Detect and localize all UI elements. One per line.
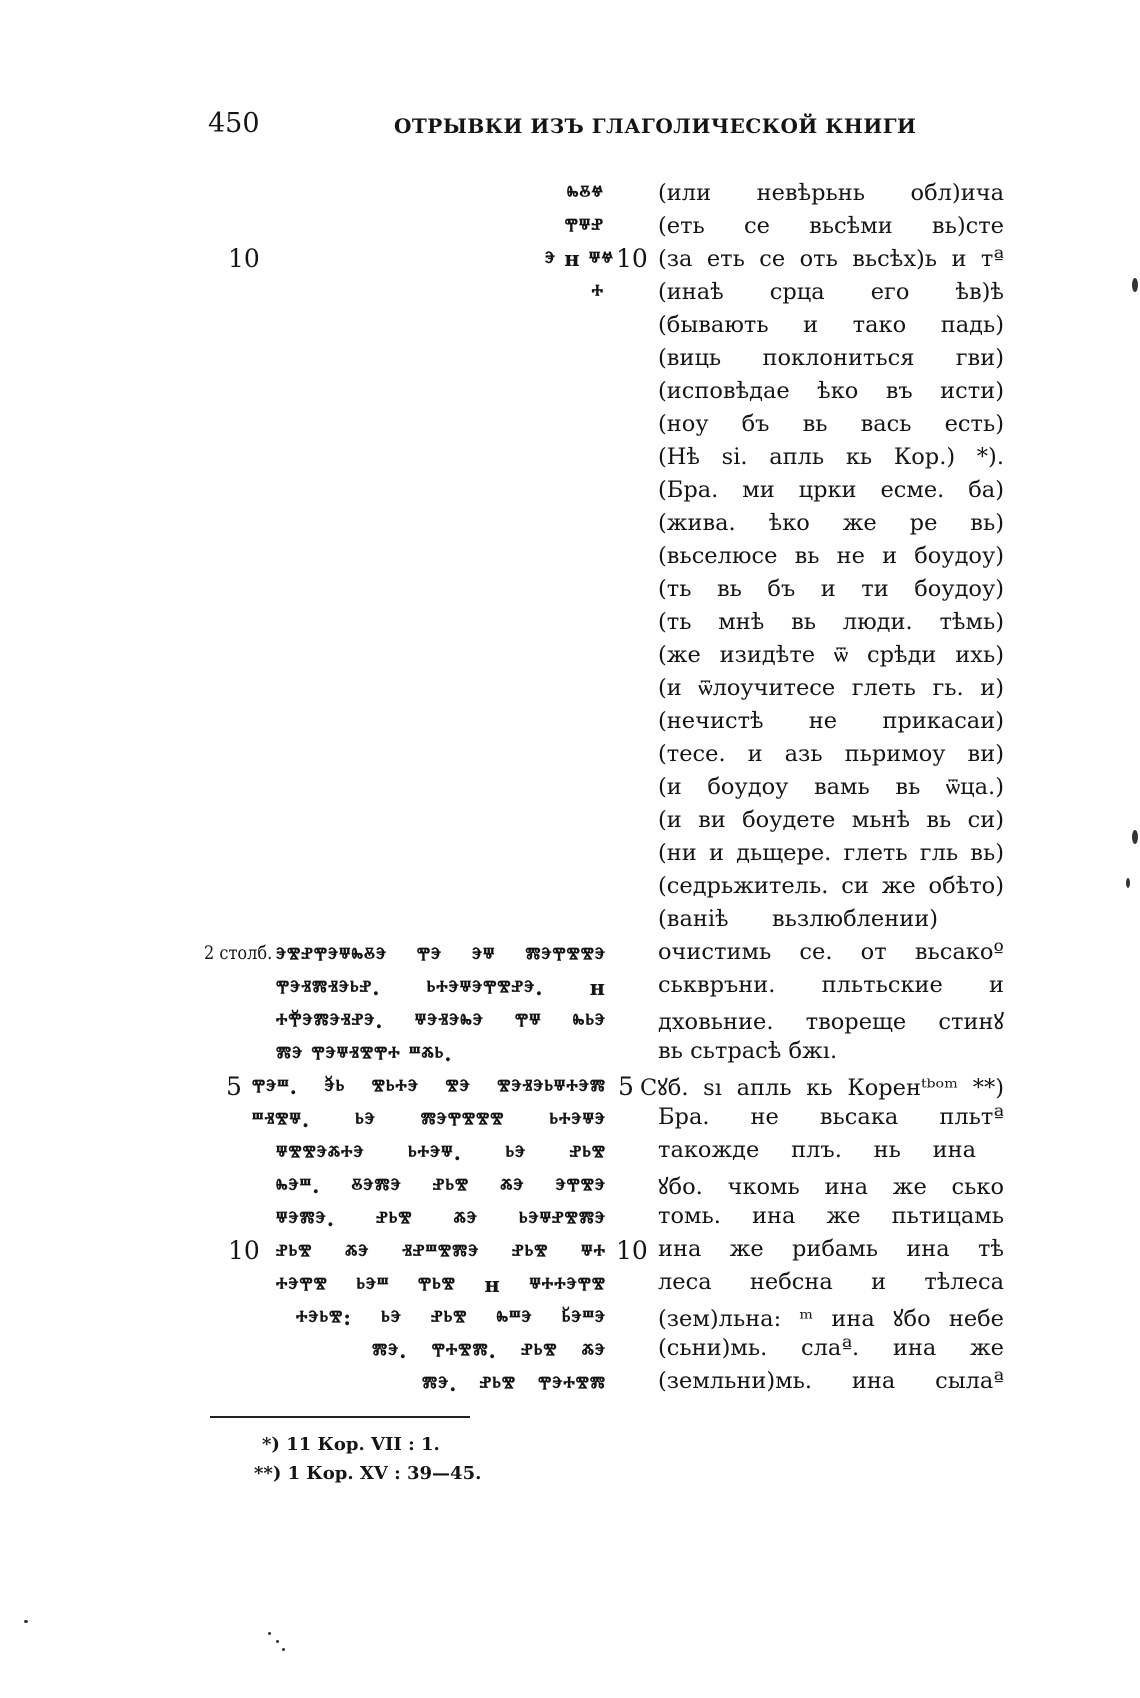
cyrillic-line: (ть мнѣ вь люди. тѣмь) bbox=[658, 609, 1004, 635]
cyrillic-line: (земльни)мь. ина сылаª bbox=[658, 1368, 1004, 1394]
cyrillic-line: Сꙋб. ѕı апль кь Коренᵗᵇᵒᵐ **) bbox=[640, 1075, 1004, 1101]
footnote-divider bbox=[210, 1416, 470, 1418]
cyrillic-line: томь. ина же пьтицамь bbox=[658, 1203, 1004, 1229]
cyrillic-line: (ть вь бъ и ти боудоу) bbox=[658, 576, 1004, 602]
scan-speck bbox=[1132, 830, 1138, 844]
cyrillic-line: (исповѣдае ѣко въ исти) bbox=[658, 378, 1004, 404]
cyrillic-line: (ни и дьщере. глеть гль вь) bbox=[658, 840, 1004, 866]
page-number: 450 bbox=[208, 108, 260, 139]
line-number: 5 bbox=[226, 1072, 242, 1101]
cyrillic-line: очистимь се. от вьсакоº bbox=[658, 939, 1004, 965]
running-head: ОТРЫВКИ ИЗЪ ГЛАГОЛИЧЕСКОЙ КНИГИ bbox=[394, 114, 917, 138]
glagolitic-line: ⰵ н ⱋⱍ bbox=[544, 246, 614, 271]
cyrillic-line: (еть се вьсѣми вь)сте bbox=[658, 213, 1004, 239]
cyrillic-line: (и ви боудете мьнѣ вь си) bbox=[658, 807, 1004, 833]
glagolitic-line: ⰸⰻⱍ bbox=[566, 180, 604, 205]
scan-speck bbox=[276, 1640, 279, 1643]
cyrillic-line: (тесе. и азь пьримоу ви) bbox=[658, 741, 1004, 767]
glagolitic-line: ⰰⰵⱃⰺ: ⱃⰵ ⱀⱃⰺ ⰸⱎⰵ ⱃ̆ⰵⱎⰵ bbox=[296, 1305, 606, 1330]
cyrillic-line: (зем)льна: ᵐ ина ꙋбо небе bbox=[658, 1306, 1004, 1332]
line-number: 5 bbox=[618, 1072, 634, 1101]
cyrillic-line: (же изидѣте ѿ срѣди ихь) bbox=[658, 642, 1004, 668]
scan-speck bbox=[268, 1632, 271, 1635]
glagolitic-line: ⰹⰵⱐⰿⱐⰵⱃⱀ. ⱃⰰⰵⱋⰵⰹⰺⱀⰵ. н bbox=[276, 975, 606, 1000]
glagolitic-line: ⱋⰺⰺⰵⰶⰰⰵ ⱃⰰⰵⱋ. ⱃⰵ ⱀⱃⰺ bbox=[276, 1140, 606, 1165]
glagolitic-line: ⰿⰵ ⰹⰵⱋⱐⰺⰹⰰ ⱎⰶⱃ. bbox=[276, 1041, 453, 1066]
scan-speck bbox=[282, 1648, 285, 1651]
cyrillic-line: дховьние. творещe стинꙋ bbox=[658, 1009, 1004, 1035]
glagolitic-line: ⰸⰵⱎ. ⰻⰵⰿⰵ ⱀⱃⰺ ⰶⰵ ⰵⰹⰺⰵ bbox=[276, 1173, 606, 1198]
glagolitic-line: ⱎⱐⰺⱋ. ⱃⰵ ⰿⰵⰹⰺⰺⰺ ⱃⰰⰵⱋⰵ bbox=[252, 1107, 606, 1132]
cyrillic-line: (жива. ѣко же ре вь) bbox=[658, 510, 1004, 536]
cyrillic-line: (виць поклониться гви) bbox=[658, 345, 1004, 371]
line-number: 10 bbox=[228, 1236, 260, 1265]
cyrillic-line: (или невѣрьнь обл)ича bbox=[658, 180, 1004, 206]
cyrillic-line: ськвръни. пльтьские и bbox=[658, 972, 1004, 998]
column-label: 2 столб. bbox=[204, 942, 273, 964]
cyrillic-line: (седрьжитель. си же обѣто) bbox=[658, 873, 1004, 899]
cyrillic-line: вь сьтрасѣ бжı. bbox=[658, 1038, 838, 1064]
cyrillic-line: (сьни)мь. слаª. ина же bbox=[658, 1335, 1004, 1361]
cyrillic-line: (Нѣ ѕі. апль кь Кор.) *). bbox=[658, 444, 1004, 470]
scan-speck bbox=[1132, 278, 1138, 292]
line-number: 10 bbox=[228, 244, 260, 273]
scan-speck bbox=[24, 1620, 28, 1623]
footnote: *) 11 Кор. VII : 1. bbox=[262, 1434, 440, 1455]
cyrillic-line: (и ѿлоучитесе глеть гь. и) bbox=[658, 675, 1004, 701]
cyrillic-line: Бра. не вьсака пльтª bbox=[658, 1104, 1004, 1130]
line-number: 10 bbox=[616, 1236, 648, 1265]
cyrillic-line: (инаѣ срца его ѣв)ѣ bbox=[658, 279, 1004, 305]
cyrillic-line: такожде плъ. нь ина bbox=[658, 1137, 976, 1163]
cyrillic-line: ина же рибамь ина тѣ bbox=[658, 1236, 1004, 1262]
line-number: 10 bbox=[616, 244, 648, 273]
cyrillic-line: (Бра. ми црки есме. ба) bbox=[658, 477, 1004, 503]
glagolitic-line: ⱀⱃⰺ ⰶⰵ ⱐⱀⱎⰺⰿⰵ ⱀⱃⰺ ⱋⰰ bbox=[276, 1239, 606, 1264]
cyrillic-line: (и боудоу вамь вь ѿца.) bbox=[658, 774, 1004, 800]
glagolitic-line: ⰵⰺⱀⰹⰵⱋⰸⰻⰵ ⰹⰵ ⰵⱋ ⰿⰵⰹⰺⰺⰵ bbox=[276, 942, 606, 967]
glagolitic-line: ⰰⰵⰹⰺ ⱃⰵⱎ ⰹⱃⰺ н ⱋⰰⰰⰵⰹⰺ bbox=[276, 1272, 606, 1297]
scan-speck bbox=[1126, 878, 1130, 888]
cyrillic-line: (вьселюсе вь не и боудоу) bbox=[658, 543, 1004, 569]
footnote: **) 1 Кор. XV : 39—45. bbox=[254, 1463, 482, 1484]
glagolitic-line: ⰹⰵⱎ. ⰵ̆ⱃ ⰺⱃⰰⰵ ⰺⰵ ⰺⰵⱐⰵⱃⱋⰰⰵⰿ bbox=[252, 1074, 606, 1099]
cyrillic-line: (бывають и тако падь) bbox=[658, 312, 1004, 338]
glagolitic-line: ⰰ bbox=[591, 279, 604, 304]
cyrillic-line: леса небсна и тѣлеса bbox=[658, 1269, 1004, 1295]
glagolitic-line: ⱋⰵⰿⰵ. ⱀⱃⰺ ⰶⰵ ⱃⰵⱋⱀⰺⰿⰵ bbox=[276, 1206, 606, 1231]
cyrillic-line: (ноу бъ вь вась есть) bbox=[658, 411, 1004, 437]
glagolitic-line: ⰹⱋⱀ bbox=[564, 213, 604, 238]
cyrillic-line: ꙋбо. чкомь ина же сько bbox=[658, 1174, 1004, 1200]
glagolitic-line: ⰰⰹ̆ⰵⰿⰵⱐⱀⰵ. ⱋⰵⱐⰵⰸⰵ ⰹⱋ ⰸⱃⰵ bbox=[276, 1008, 606, 1033]
cyrillic-line: (нечистѣ не прикасаи) bbox=[658, 708, 1004, 734]
cyrillic-line: (ванiѣ вьзлюблении) bbox=[658, 906, 938, 932]
cyrillic-line: (за еть се оть вьсѣх)ь и тª bbox=[658, 246, 1004, 272]
glagolitic-line: ⰿⰵ. ⱀⱃⰺ ⰹⰵⰰⰺⰿ bbox=[422, 1371, 606, 1396]
glagolitic-line: ⰿⰵ. ⰹⰰⰺⰿ. ⱀⱃⰺ ⰶⰵ bbox=[372, 1338, 606, 1363]
